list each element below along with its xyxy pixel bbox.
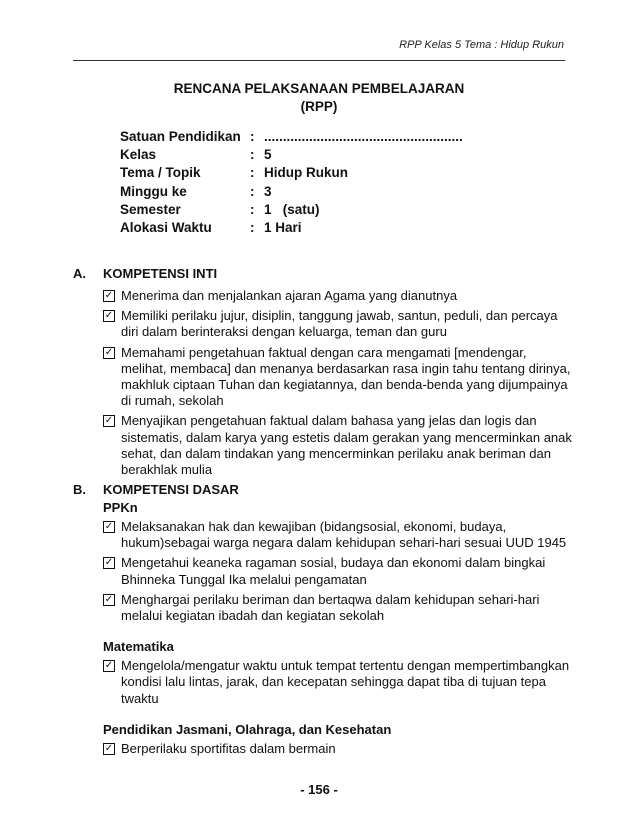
identity-value: Hidup Rukun xyxy=(264,165,348,181)
item-text: Menyajikan pengetahuan faktual dalam bahasa yang jelas dan logis dan sistematis, dalam karya yang estetis dalam gerakan yang mencerminkan anak sehat, dan dalam tindakan yang mencerminkan perilaku anak beriman dan berakhlak mulia xyxy=(121,413,572,478)
item-text: Memahami pengetahuan faktual dengan cara mengamati [mendengar, melihat, membaca] dan menanya berdasarkan rasa ingin tahu tentang dirinya, makhluk ciptaan Tuhan dan kegiatannya, dan benda-benda yang dijumpainya di rumah, sekolah xyxy=(121,344,571,409)
identity-colon: : xyxy=(250,183,255,199)
identity-colon: : xyxy=(250,219,255,235)
subject-heading-matematika: Matematika xyxy=(103,639,174,655)
identity-value: 1 Hari xyxy=(264,219,302,235)
list-item xyxy=(103,519,573,551)
identity-label: Minggu ke xyxy=(120,183,187,199)
item-text: Memiliki perilaku jujur, disiplin, tanggung jawab, santun, peduli, dan percaya diri dalam berinteraksi dengan keluarga, teman dan guru xyxy=(121,308,558,340)
section-letter: A. xyxy=(73,266,86,281)
section-title: KOMPETENSI DASAR xyxy=(103,482,239,497)
list-item xyxy=(103,288,573,304)
checkbox-checked-icon: ✓ xyxy=(104,742,114,754)
checkbox-checked-icon: ✓ xyxy=(104,415,114,427)
document-title xyxy=(0,80,638,116)
identity-colon: : xyxy=(250,201,255,217)
identity-label: Tema / Topik xyxy=(120,165,201,181)
identity-value: 5 xyxy=(264,147,272,163)
identity-label: Semester xyxy=(120,201,181,217)
identity-row xyxy=(120,164,463,182)
kompetensi-dasar-list xyxy=(103,499,573,761)
identity-colon: : xyxy=(250,129,255,144)
identity-colon: : xyxy=(250,165,255,181)
item-text: Mengelola/mengatur waktu untuk tempat tertentu dengan mempertimbangkan kondisi lalu lintas, jarak, dan kecepatan sehingga dapat tiba di tujuan tepa twaktu xyxy=(121,658,570,706)
item-text: Melaksanakan hak dan kewajiban (bidangsosial, ekonomi, budaya, hukum)sebagai warga negara dalam kehidupan sehari-hari sesuai UUD 1945 xyxy=(121,519,567,551)
identity-label: Alokasi Waktu xyxy=(120,219,212,235)
identity-row xyxy=(120,146,463,164)
subject-heading-ppkn: PPKn xyxy=(103,500,138,515)
identity-value: 1 (satu) xyxy=(264,201,320,217)
checkbox-checked-icon: ✓ xyxy=(104,290,114,301)
item-text: Menghargai perilaku beriman dan bertaqwa dalam kehidupan sehari-hari melalui kegiatan ibadah dan kegiatan sekolah xyxy=(121,591,540,624)
identity-label: Kelas xyxy=(120,147,157,163)
identity-row xyxy=(120,183,463,201)
identity-row xyxy=(120,128,463,146)
running-header: RPP Kelas 5 Tema : Hidup Rukun xyxy=(399,39,564,51)
section-title: KOMPETENSI INTI xyxy=(103,266,218,281)
identity-value: 3 xyxy=(264,183,272,199)
checkbox-checked-icon: ✓ xyxy=(104,346,114,358)
checkbox-checked-icon: ✓ xyxy=(104,557,114,569)
checkbox-checked-icon: ✓ xyxy=(104,660,114,672)
item-text: Berperilaku sportifitas dalam bermain xyxy=(121,740,336,756)
kompetensi-inti-list xyxy=(103,288,573,482)
checkbox-checked-icon: ✓ xyxy=(104,310,114,322)
list-item xyxy=(103,413,573,478)
identity-row xyxy=(120,219,463,237)
checkbox-checked-icon: ✓ xyxy=(104,521,114,532)
title-line-2: (RPP) xyxy=(300,99,338,114)
list-item xyxy=(103,345,573,410)
list-item xyxy=(103,658,573,707)
identity-colon: : xyxy=(250,147,255,163)
subject-heading-pjok: Pendidikan Jasmani, Olahraga, dan Kesehatan xyxy=(103,721,392,737)
identity-value: ..................................................... xyxy=(264,129,463,144)
page-number: - 156 - xyxy=(300,782,338,797)
checkbox-checked-icon: ✓ xyxy=(104,593,114,605)
section-letter: B. xyxy=(73,482,86,497)
list-item xyxy=(103,308,573,340)
identity-label: Satuan Pendidikan xyxy=(120,129,241,144)
title-line-1: RENCANA PELAKSANAAN PEMBELAJARAN xyxy=(173,81,465,96)
list-item xyxy=(103,592,573,624)
item-text: Menerima dan menjalankan ajaran Agama yang dianutnya xyxy=(121,288,458,303)
list-item xyxy=(103,555,573,587)
identity-row xyxy=(120,201,463,219)
item-text: Mengetahui keaneka ragaman sosial, budaya dan ekonomi dalam bingkai Bhinneka Tunggal Ika melalui pengamatan xyxy=(121,555,546,587)
header-divider xyxy=(73,60,565,61)
list-item xyxy=(103,741,573,757)
identity-table xyxy=(120,128,463,237)
